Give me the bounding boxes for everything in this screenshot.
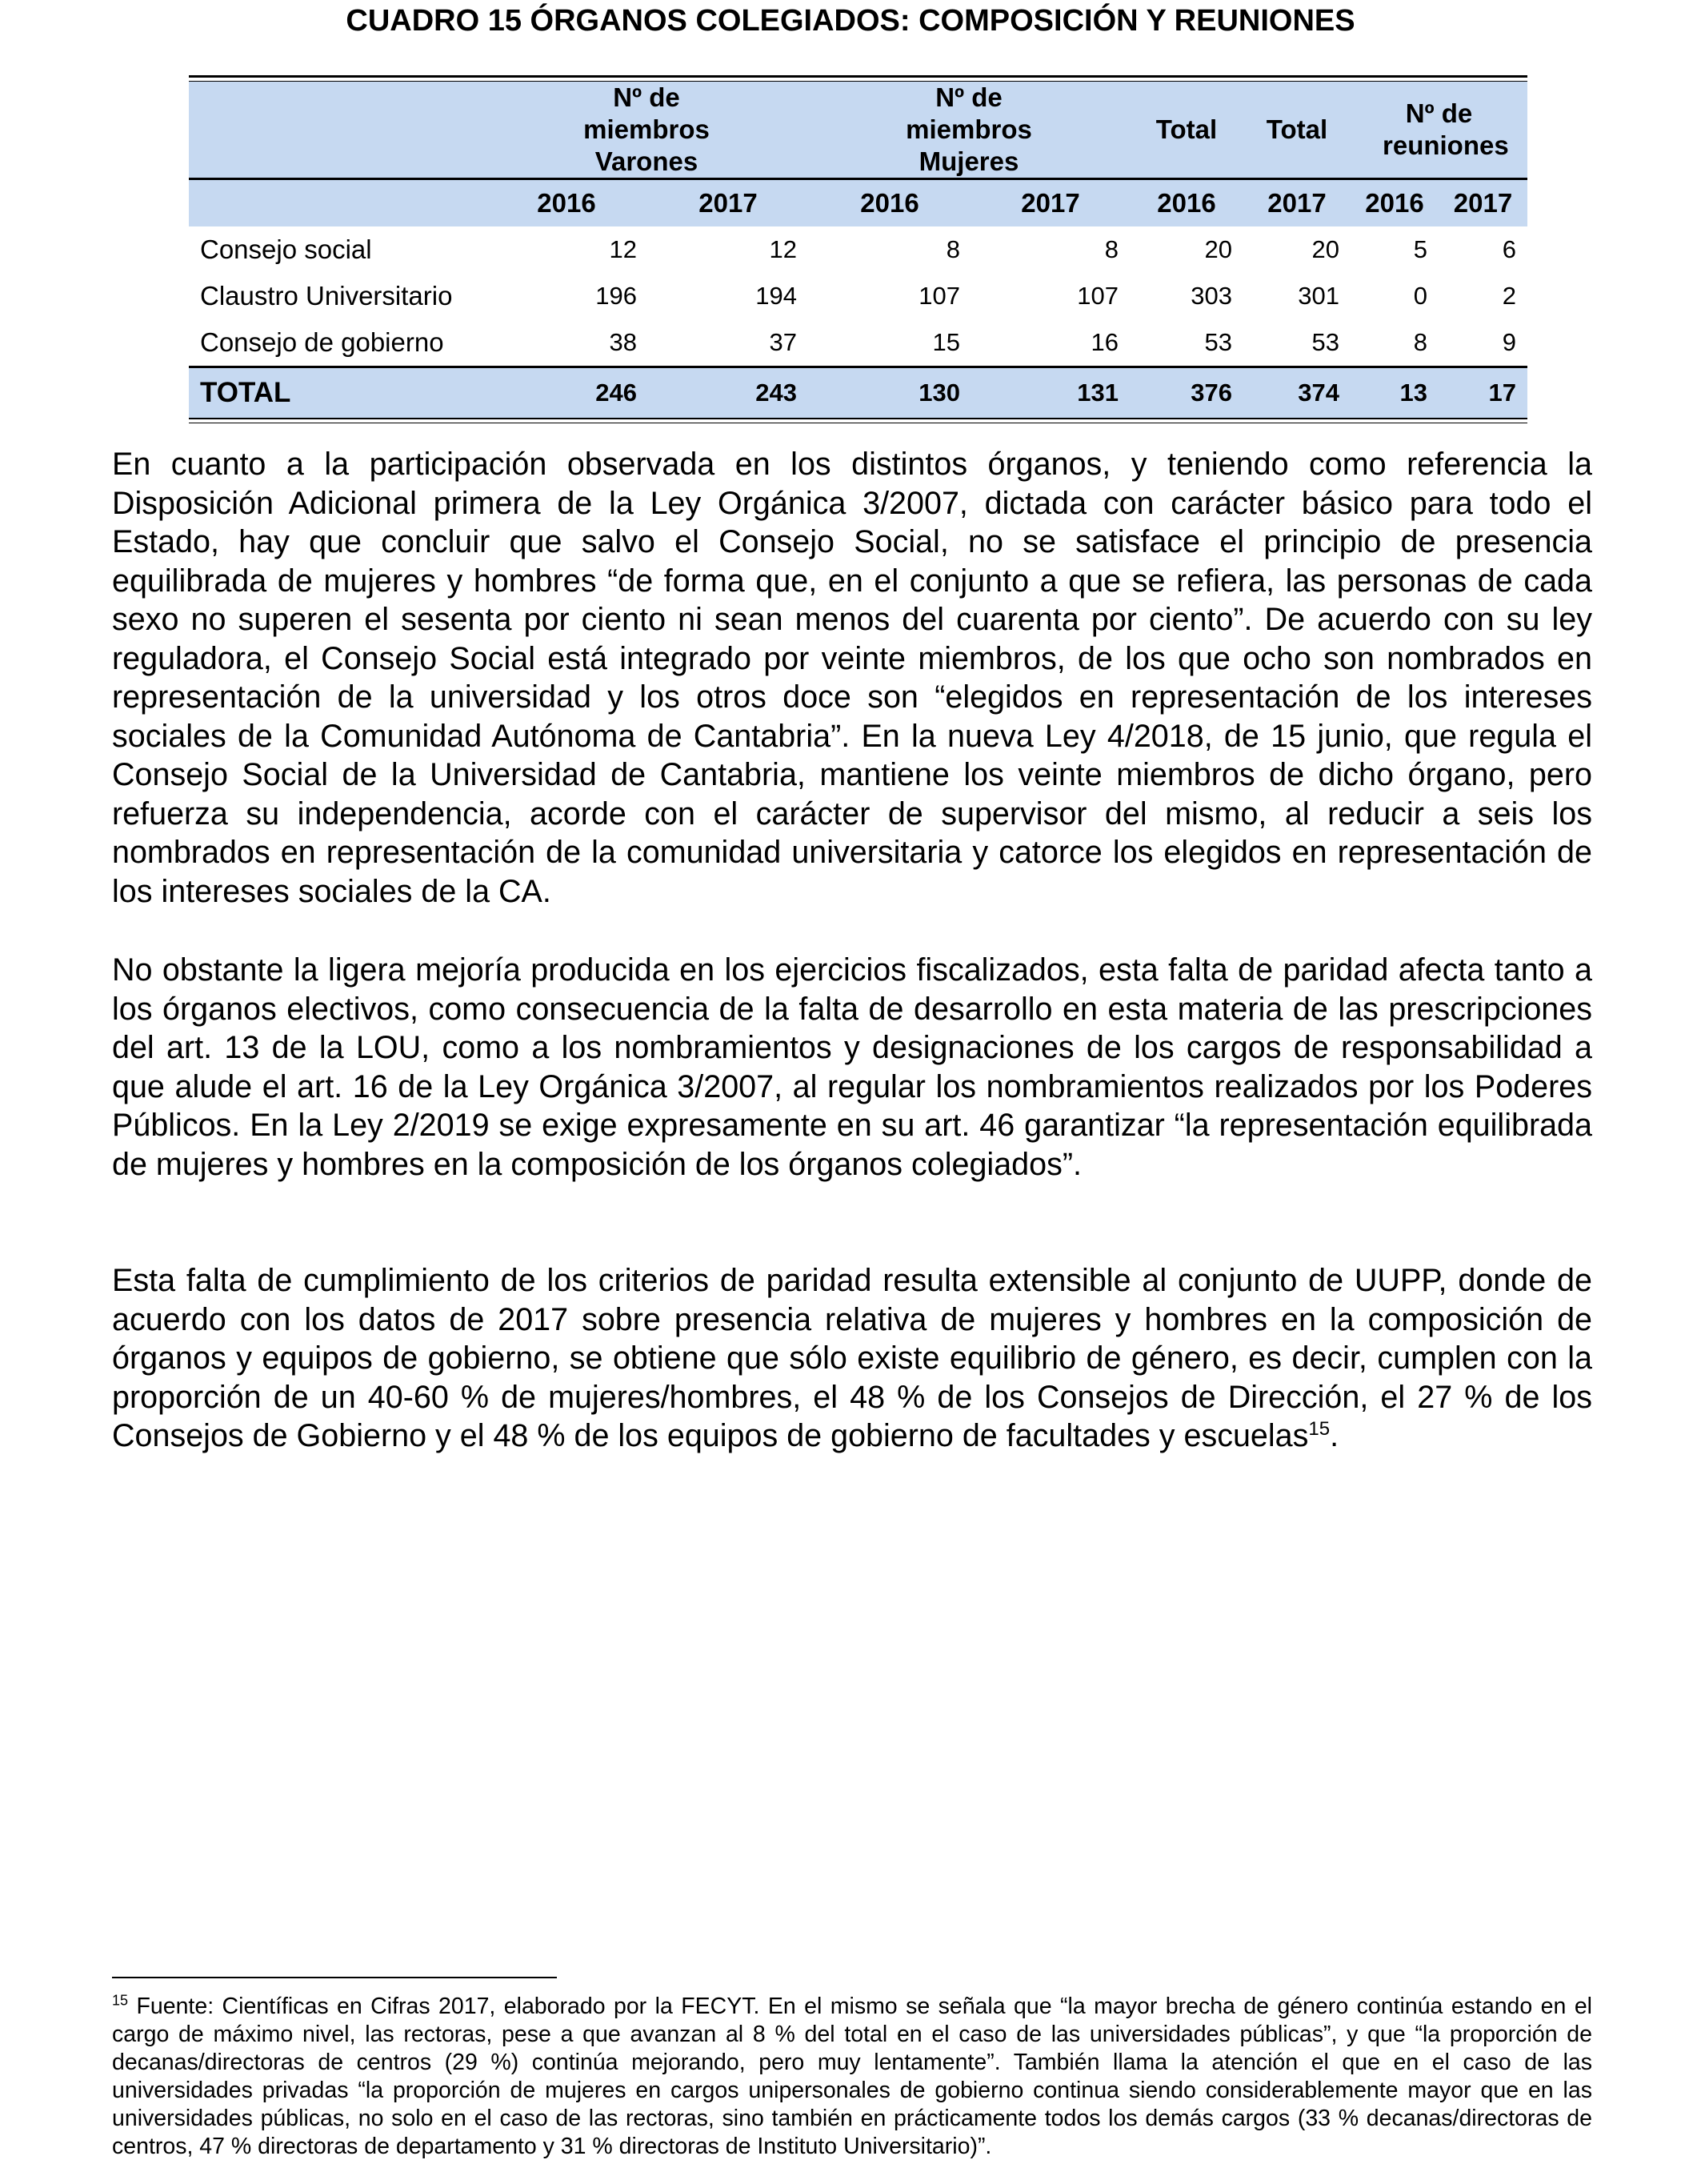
total-cell: 246 <box>485 367 648 419</box>
table-cell: 196 <box>595 282 637 310</box>
table-cell: 2 <box>1502 282 1516 310</box>
footnote-reference[interactable]: 15 <box>1308 1417 1331 1440</box>
total-label: TOTAL <box>189 367 485 419</box>
table-cell: 53 <box>1311 328 1339 356</box>
year-header: 2017 <box>1439 179 1527 227</box>
footnote-separator <box>112 1977 557 1978</box>
table-top-rule <box>189 75 1527 82</box>
year-header: 2016 <box>485 179 648 227</box>
footnote-number: 15 <box>112 1992 129 2009</box>
paragraph-uupp-text: Esta falta de cumplimiento de los criterios de paridad resulta extensible al conjunto de UUPP, donde de acuerdo con los datos de 2017 sobre presencia relativa de mujeres y hombres en la composición de órganos y equipos de gobierno, se obtiene que sólo existe equilibrio de género, es decir, cumplen con la proporción de un 40-60 % de mujeres/hombres, el 48 % de los Consejos de Dirección, el 27 % de los Consejos de Gobierno y el 48 % de los equipos de gobierno de facultades y escuelas <box>112 1263 1592 1453</box>
header-empty <box>189 82 485 179</box>
table-cell: 8 <box>1413 328 1427 356</box>
table-cell: 12 <box>769 235 797 263</box>
footnote <box>112 1993 1592 2161</box>
row-label: Claustro Universitario <box>200 281 453 311</box>
total-cell: 13 <box>1351 367 1439 419</box>
organos-colegiados-table <box>189 75 1527 423</box>
table-cell: 0 <box>1413 282 1427 310</box>
year-header: 2016 <box>808 179 971 227</box>
table-cell: 16 <box>1091 328 1119 356</box>
table-cell: 53 <box>1204 328 1232 356</box>
row-label: Consejo de gobierno <box>200 327 444 357</box>
table-cell: 20 <box>1204 235 1232 263</box>
header-mujeres: Nº de miembros Mujeres <box>808 82 1130 179</box>
year-header: 2016 <box>1351 179 1439 227</box>
row-label: Consejo social <box>200 234 372 264</box>
header-total-2017: Total <box>1243 82 1351 179</box>
table-cell: 303 <box>1191 282 1232 310</box>
table-cell: 107 <box>919 282 960 310</box>
total-cell: 376 <box>1130 367 1243 419</box>
paragraph-uupp-end: . <box>1330 1418 1339 1453</box>
table-title: CUADRO 15 ÓRGANOS COLEGIADOS: COMPOSICIÓN Y REUNIONES <box>346 4 1355 38</box>
header-varones: Nº de miembros Varones <box>485 82 808 179</box>
table-cell: 301 <box>1298 282 1339 310</box>
table-row <box>189 319 1527 367</box>
total-cell: 131 <box>971 367 1130 419</box>
total-cell: 17 <box>1439 367 1527 419</box>
table-cell: 8 <box>946 235 960 263</box>
total-row <box>189 367 1527 419</box>
table-cell: 8 <box>1104 235 1119 263</box>
table-cell: 15 <box>932 328 960 356</box>
year-header: 2016 <box>1130 179 1243 227</box>
total-cell: 374 <box>1243 367 1351 419</box>
year-header: 2017 <box>648 179 808 227</box>
header-reuniones: Nº de reuniones <box>1351 82 1527 179</box>
total-cell: 130 <box>808 367 971 419</box>
table-cell: 6 <box>1502 235 1516 263</box>
table-cell: 9 <box>1502 328 1516 356</box>
table-cell: 38 <box>609 328 637 356</box>
footnote-text: Fuente: Científicas en Cifras 2017, elaborado por la FECYT. En el mismo se señala que “la mayor brecha de género continúa estando en el cargo de máximo nivel, las rectoras, pese a que avanzan al 8 % del total en el caso de las universidades públicas”, y que “la proporción de decanas/directoras de centros (29 %) continúa mejorando, pero muy lentamente”. También llama la atención el que en el caso de las universidades privadas “la proporción de mujeres en cargos unipersonales de gobierno continua siendo considerablemente mayor que en las universidades públicas, no solo en el caso de las rectoras, sino también en prácticamente todos los demás cargos (33 % decanas/directoras de centros, 47 % directoras de departamento y 31 % directoras de Instituto Universitario)”. <box>112 1994 1592 2159</box>
table-cell: 194 <box>755 282 797 310</box>
year-header: 2017 <box>1243 179 1351 227</box>
header-empty <box>189 179 485 227</box>
table-bottom-rule <box>189 418 1527 423</box>
table-cell: 5 <box>1413 235 1427 263</box>
paragraph-paridad: No obstante la ligera mejoría producida en los ejercicios fiscalizados, esta falta de paridad afecta tanto a los órganos electivos, como consecuencia de la falta de desarrollo en esta materia de las prescripciones del art. 13 de la LOU, como a los nombramientos y designaciones de los cargos de responsabilidad a que alude el art. 16 de la Ley Orgánica 3/2007, al regular los nombramientos realizados por los Poderes Públicos. En la Ley 2/2019 se exige expresamente en su art. 46 garantizar “la representación equilibrada de mujeres y hombres en la composición de los órganos colegiados”. <box>112 952 1592 1182</box>
table-cell: 37 <box>769 328 797 356</box>
header-total-2016: Total <box>1130 82 1243 179</box>
paragraph-participacion: En cuanto a la participación observada en los distintos órganos, y teniendo como referencia la Disposición Adicional primera de la Ley Orgánica 3/2007, dictada con carácter básico para todo el Estado, hay que concluir que salvo el Consejo Social, no se satisface el principio de presencia equilibrada de mujeres y hombres “de forma que, en el conjunto a que se refiera, las personas de cada sexo no superen el sesenta por ciento ni sean menos del cuarenta por ciento”. De acuerdo con su ley reguladora, el Consejo Social está integrado por veinte miembros, de los que ocho son nombrados en representación de la universidad y los otros doce son “elegidos en representación de los intereses sociales de la Comunidad Autónoma de Cantabria”. En la nueva Ley 4/2018, de 15 junio, que regula el Consejo Social de la Universidad de Cantabria, mantiene los veinte miembros de dicho órgano, pero refuerza su independencia, acorde con el carácter de supervisor del mismo, al reducir a seis los nombrados en representación de la comunidad universitaria y catorce los elegidos en representación de los intereses sociales de la CA. <box>112 447 1592 909</box>
table-cell: 12 <box>609 235 637 263</box>
table-cell: 107 <box>1077 282 1119 310</box>
paragraph-uupp <box>112 1261 1592 1456</box>
table-cell: 20 <box>1311 235 1339 263</box>
table-row <box>189 273 1527 319</box>
table-row <box>189 226 1527 273</box>
total-cell: 243 <box>648 367 808 419</box>
year-header: 2017 <box>971 179 1130 227</box>
